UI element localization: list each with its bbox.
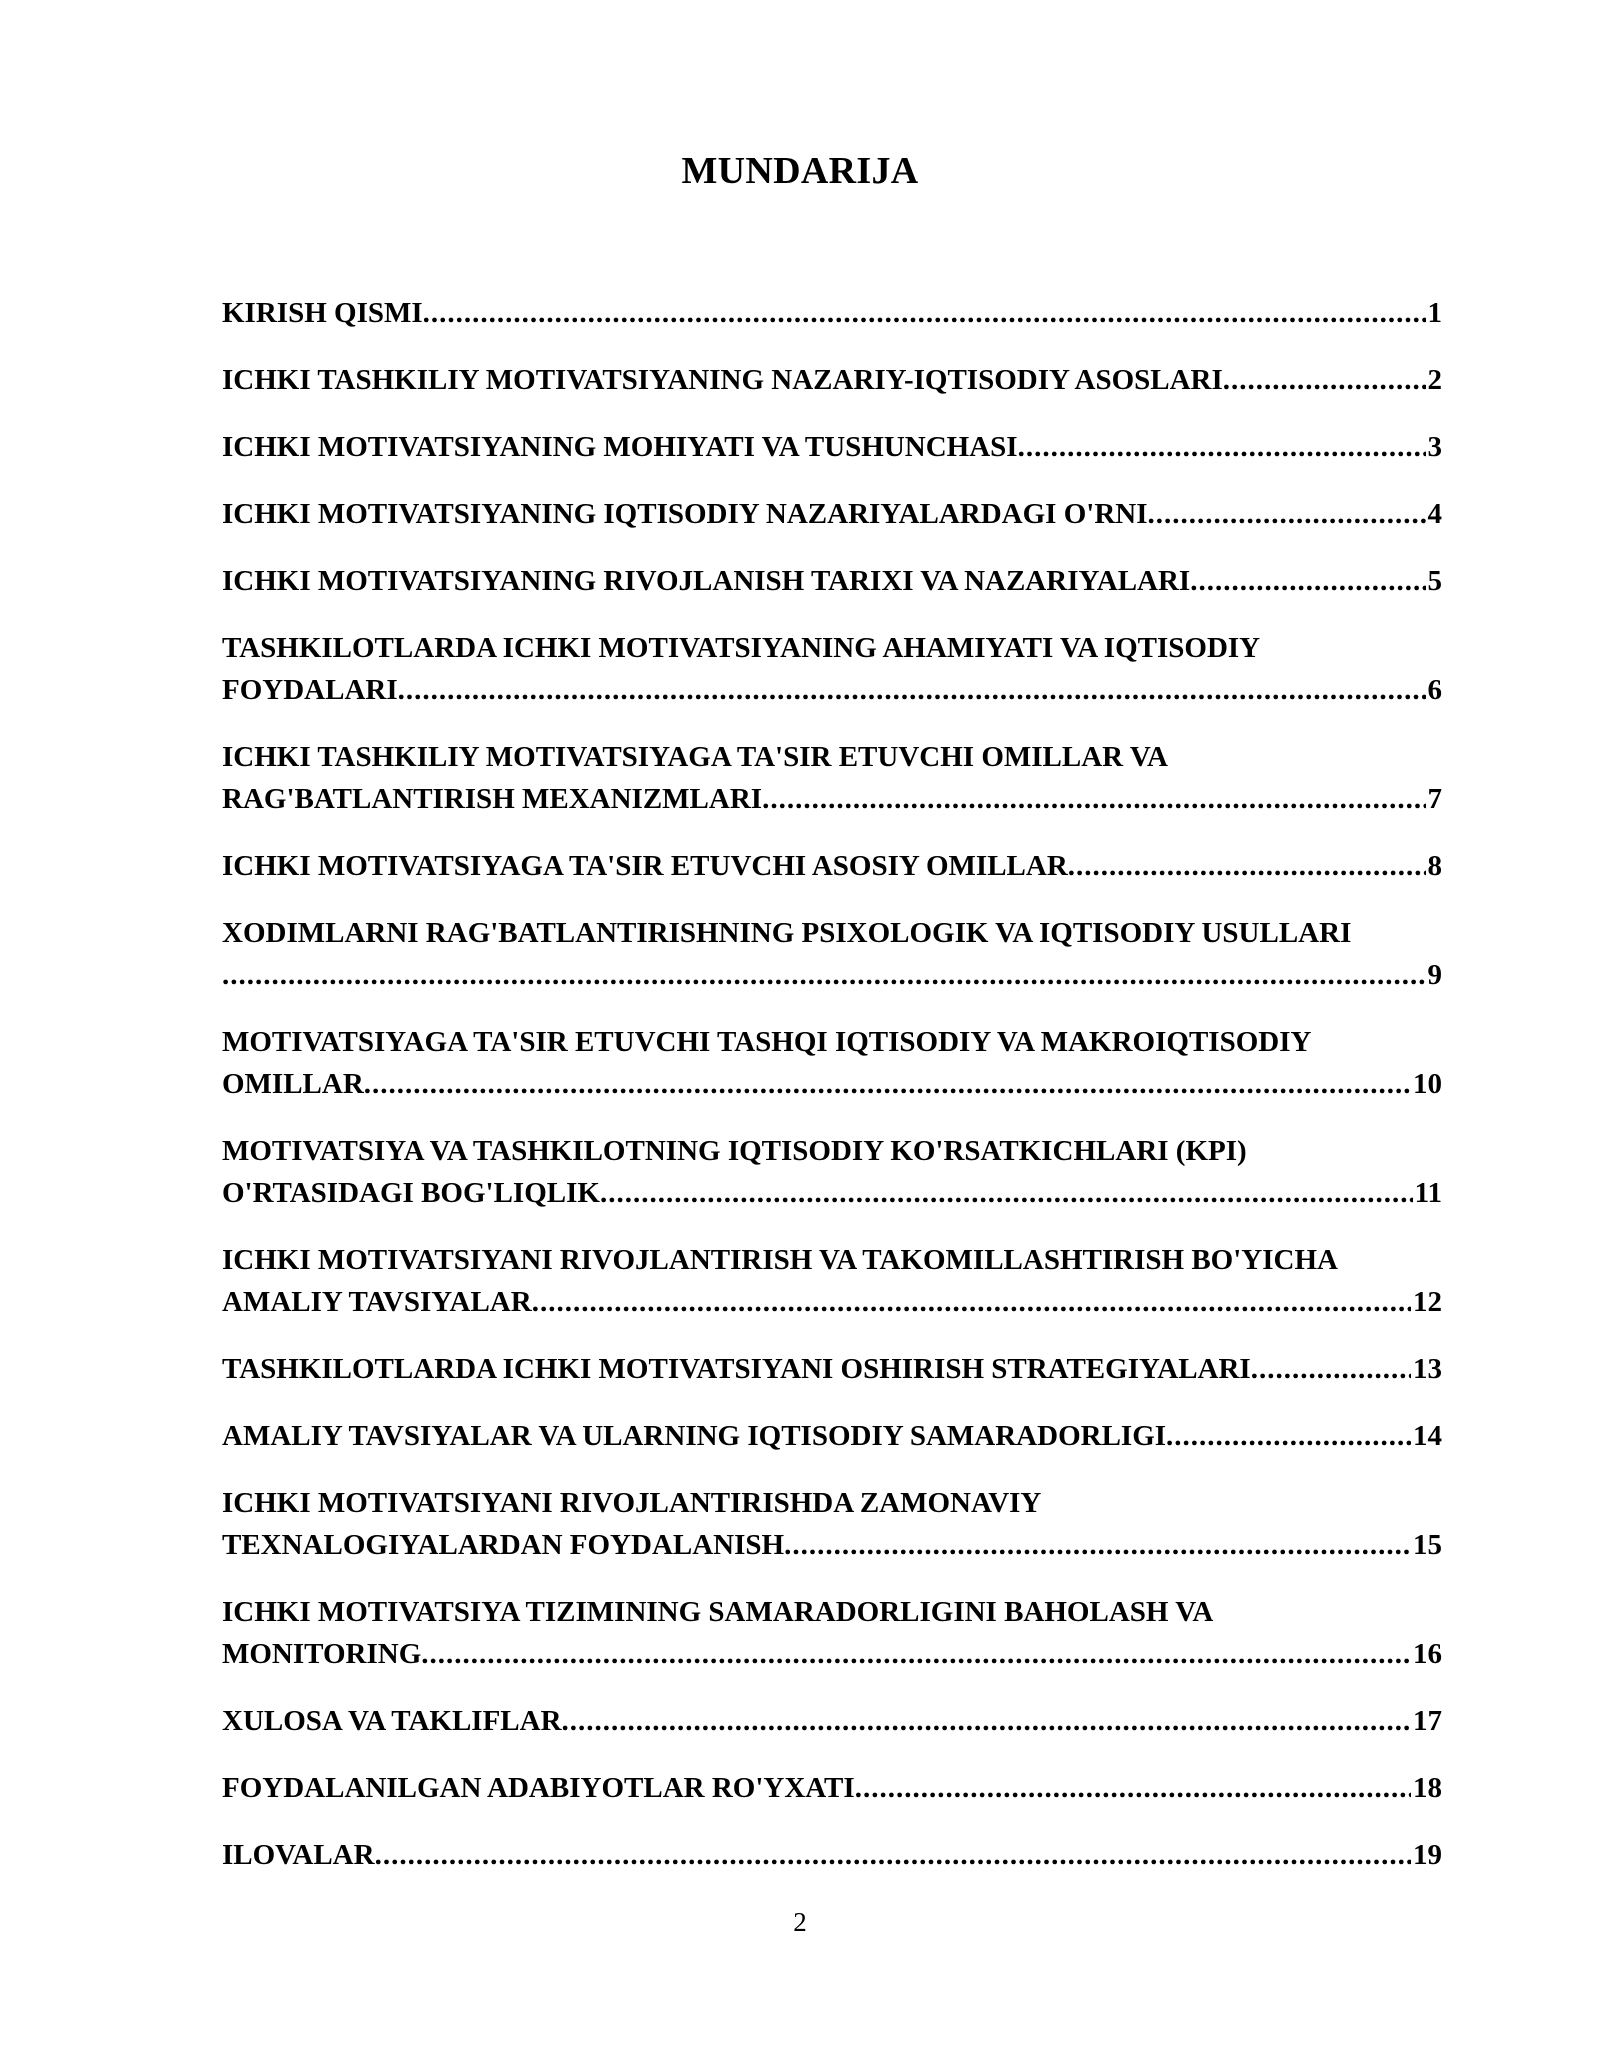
toc-entry-page-number: 18	[1413, 1772, 1442, 1804]
toc-entry[interactable]	[222, 736, 1442, 820]
toc-entry[interactable]	[222, 493, 1442, 535]
dot-leader	[1251, 1348, 1411, 1390]
toc-entry-title: AMALIY TAVSIYALAR VA ULARNING IQTISODIY SAMARADORLIGI	[222, 1420, 1167, 1452]
toc-entry[interactable]	[222, 359, 1442, 401]
dot-leader	[364, 1063, 1411, 1105]
toc-entry-title-first-line: ICHKI TASHKILIY MOTIVATSIYAGA TA'SIR ETUVCHI OMILLAR VA	[222, 741, 1168, 773]
dot-leader	[600, 1172, 1413, 1214]
toc-entry-title: FOYDALARI	[222, 674, 398, 706]
toc-entry-page-number: 16	[1413, 1638, 1442, 1670]
toc-entry-title: ICHKI MOTIVATSIYANING MOHIYATI VA TUSHUNCHASI	[222, 431, 1018, 463]
toc-entry[interactable]	[222, 1591, 1442, 1675]
dot-leader	[398, 669, 1426, 711]
dot-leader	[222, 954, 1426, 996]
dot-leader	[1068, 845, 1426, 887]
toc-entry-page-number: 1	[1427, 297, 1442, 329]
toc-entry[interactable]	[222, 1700, 1442, 1742]
toc-entry[interactable]	[222, 1021, 1442, 1105]
toc-entry-title: ICHKI MOTIVATSIYANING IQTISODIY NAZARIYALARDAGI O'RNI	[222, 498, 1148, 530]
toc-entry-title: KIRISH QISMI	[222, 297, 423, 329]
toc-entry-title: TEXNALOGIYALARDAN FOYDALANISH	[222, 1529, 785, 1561]
toc-entry-title-first-line: MOTIVATSIYAGA TA'SIR ETUVCHI TASHQI IQTISODIY VA MAKROIQTISODIY	[222, 1026, 1312, 1058]
toc-entry[interactable]	[222, 627, 1442, 711]
toc-entry-title-first-line: MOTIVATSIYA VA TASHKILOTNING IQTISODIY KO'RSATKICHLARI (KPI)	[222, 1135, 1247, 1167]
toc-entry-page-number: 8	[1427, 850, 1442, 882]
dot-leader	[1166, 1415, 1411, 1457]
toc-entry-title-first-line: TASHKILOTLARDA ICHKI MOTIVATSIYANING AHAMIYATI VA IQTISODIY	[222, 632, 1261, 664]
toc-entry-page-number: 19	[1413, 1839, 1442, 1871]
toc-entry-title: XULOSA VA TAKLIFLAR	[222, 1705, 562, 1737]
toc-entry-page-number: 15	[1413, 1529, 1442, 1561]
toc-entry-title-first-line: ICHKI MOTIVATSIYANI RIVOJLANTIRISH VA TAKOMILLASHTIRISH BO'YICHA	[222, 1244, 1338, 1276]
toc-entry-page-number: 13	[1413, 1353, 1442, 1385]
toc-entry-title: AMALIY TAVSIYALAR	[222, 1286, 532, 1318]
dot-leader	[1018, 426, 1426, 468]
toc-entry[interactable]	[222, 845, 1442, 887]
toc-entry[interactable]	[222, 1130, 1442, 1214]
toc-entry-title: ILOVALAR	[222, 1839, 375, 1871]
toc-entry[interactable]	[222, 1348, 1442, 1390]
toc-entry-title: RAG'BATLANTIRISH MEXANIZMLARI	[222, 783, 763, 815]
dot-leader	[855, 1767, 1411, 1809]
toc-entry-page-number: 12	[1413, 1286, 1442, 1318]
toc-entry-page-number: 9	[1427, 959, 1442, 991]
toc-entry[interactable]	[222, 1239, 1442, 1323]
toc-entry-title: OMILLAR	[222, 1068, 364, 1100]
page-title: MUNDARIJA	[681, 150, 919, 192]
toc-entry-title: ICHKI TASHKILIY MOTIVATSIYANING NAZARIY-IQTISODIY ASOSLARI	[222, 364, 1223, 396]
dot-leader	[762, 778, 1425, 820]
dot-leader	[562, 1700, 1411, 1742]
toc-entry[interactable]	[222, 1834, 1442, 1876]
dot-leader	[1223, 359, 1426, 401]
toc-entry-title: FOYDALANILGAN ADABIYOTLAR RO'YXATI	[222, 1772, 855, 1804]
dot-leader	[1148, 493, 1426, 535]
toc-entry-page-number: 5	[1427, 565, 1442, 597]
dot-leader	[784, 1524, 1411, 1566]
toc-entry[interactable]	[222, 1767, 1442, 1809]
toc-entry-title-first-line: XODIMLARNI RAG'BATLANTIRISHNING PSIXOLOGIK VA IQTISODIY USULLARI	[222, 917, 1352, 949]
toc-entry[interactable]	[222, 1482, 1442, 1566]
page-number: 2	[793, 1907, 807, 1937]
toc-entry-page-number: 10	[1413, 1068, 1442, 1100]
toc-entry[interactable]	[222, 912, 1442, 996]
table-of-contents	[222, 292, 1442, 1901]
toc-entry-title-first-line: ICHKI MOTIVATSIYA TIZIMINING SAMARADORLIGINI BAHOLASH VA	[222, 1596, 1214, 1628]
toc-entry-page-number: 7	[1427, 783, 1442, 815]
toc-entry-title: TASHKILOTLARDA ICHKI MOTIVATSIYANI OSHIRISH STRATEGIYALARI	[222, 1353, 1251, 1385]
toc-entry-page-number: 6	[1427, 674, 1442, 706]
toc-entry-page-number: 4	[1427, 498, 1442, 530]
dot-leader	[421, 1633, 1411, 1675]
toc-entry-page-number: 2	[1427, 364, 1442, 396]
toc-entry-page-number: 17	[1413, 1705, 1442, 1737]
toc-entry-title: O'RTASIDAGI BOG'LIQLIK	[222, 1177, 600, 1209]
toc-entry[interactable]	[222, 1415, 1442, 1457]
dot-leader	[423, 292, 1426, 334]
toc-entry[interactable]	[222, 426, 1442, 468]
toc-entry[interactable]	[222, 292, 1442, 334]
dot-leader	[1190, 560, 1425, 602]
dot-leader	[375, 1834, 1411, 1876]
toc-entry-page-number: 11	[1414, 1177, 1442, 1209]
toc-entry-title-first-line: ICHKI MOTIVATSIYANI RIVOJLANTIRISHDA ZAMONAVIY	[222, 1487, 1042, 1519]
toc-entry[interactable]	[222, 560, 1442, 602]
toc-entry-title: ICHKI MOTIVATSIYAGA TA'SIR ETUVCHI ASOSIY OMILLAR	[222, 850, 1068, 882]
toc-entry-title: ICHKI MOTIVATSIYANING RIVOJLANISH TARIXI VA NAZARIYALARI	[222, 565, 1191, 597]
dot-leader	[532, 1281, 1411, 1323]
toc-entry-page-number: 3	[1427, 431, 1442, 463]
toc-entry-title: MONITORING	[222, 1638, 422, 1670]
toc-entry-page-number: 14	[1413, 1420, 1442, 1452]
